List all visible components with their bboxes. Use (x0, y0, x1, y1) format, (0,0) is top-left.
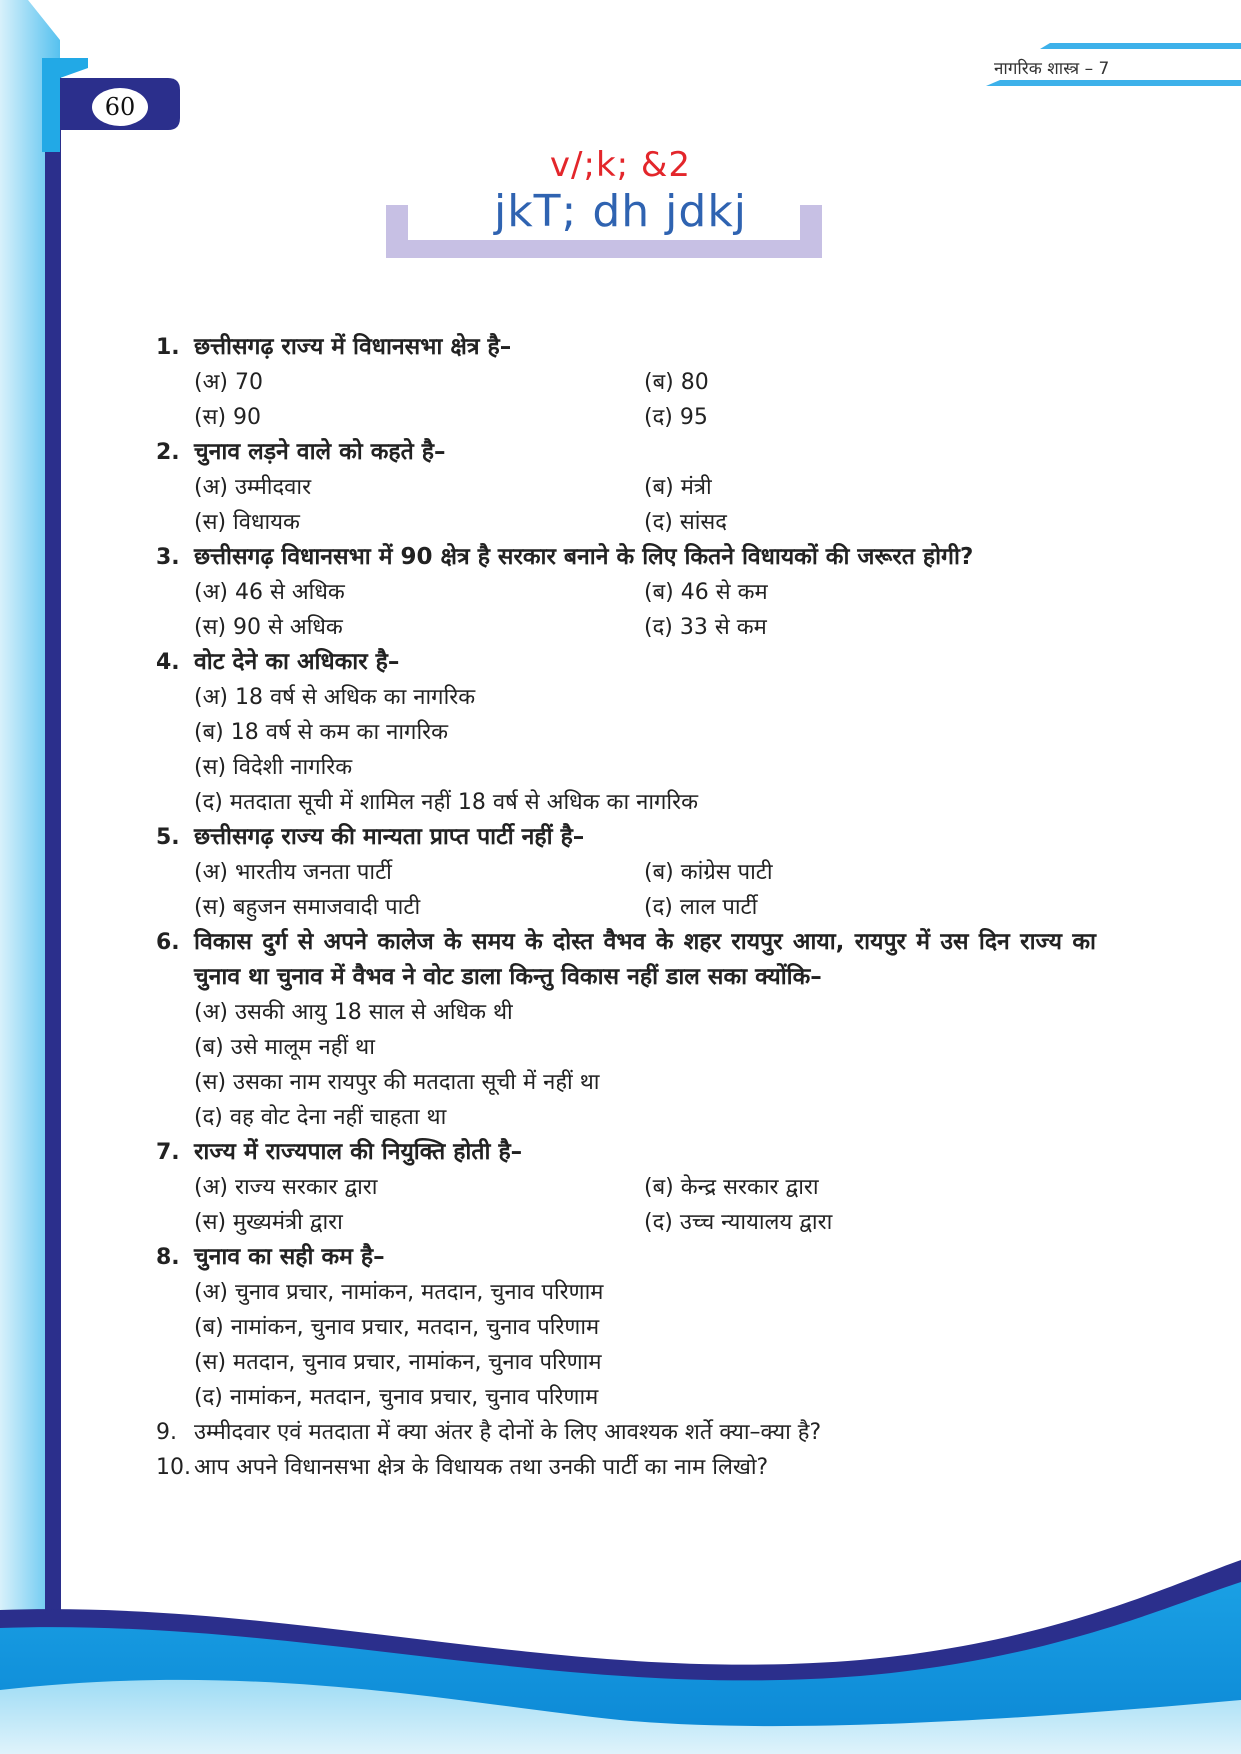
question-number: 5. (156, 825, 180, 850)
option: (अ) 46 से अधिक (194, 580, 345, 605)
option: (द) सांसद (644, 510, 727, 535)
question-10 (156, 1450, 1096, 1485)
header-rule-top (1040, 43, 1241, 49)
page-number: 60 (92, 88, 148, 126)
option: (ब) उसे मालूम नहीं था (194, 1035, 375, 1060)
option: (ब) 46 से कम (644, 580, 768, 605)
option: (द) नामांकन, मतदान, चुनाव प्रचार, चुनाव परिणाम (194, 1385, 599, 1410)
option: (स) मतदान, चुनाव प्रचार, नामांकन, चुनाव परिणाम (194, 1350, 602, 1375)
option: (अ) 70 (194, 370, 263, 395)
option: (ब) कांग्रेस पाटी (644, 860, 773, 885)
question-text: उम्मीदवार एवं मतदाता में क्या अंतर है दोनों के लिए आवश्यक शर्ते क्या–क्या है? (194, 1420, 822, 1445)
question-number: 7. (156, 1140, 180, 1165)
options (194, 1275, 1096, 1415)
option: (अ) राज्य सरकार द्वारा (194, 1175, 378, 1200)
option: (द) लाल पार्टी (644, 895, 758, 920)
question-number: 4. (156, 650, 180, 675)
option: (द) 95 (644, 405, 708, 430)
question-text: चुनाव लड़ने वाले को कहते है– (194, 439, 446, 465)
question-text: राज्य में राज्यपाल की नियुक्ति होती है– (194, 1139, 523, 1165)
question-text: विकास दुर्ग से अपने कालेज के समय के दोस्त वैभव के शहर रायपुर आया, रायपुर में उस दिन राज्य का चुनाव था चुनाव में वैभव ने वोट डाला किन्तु विकास नहीं डाल सका क्योंकि– (194, 929, 1096, 990)
question-5 (156, 820, 1096, 925)
header-rule-bottom (986, 80, 1241, 86)
option: (ब) नामांकन, चुनाव प्रचार, मतदान, चुनाव परिणाम (194, 1315, 600, 1340)
options (194, 470, 1096, 540)
chapter-number: v/;k; &2 (549, 145, 692, 185)
question-text: आप अपने विधानसभा क्षेत्र के विधायक तथा उनकी पार्टी का नाम लिखो? (194, 1455, 769, 1480)
option: (द) उच्च न्यायालय द्वारा (644, 1210, 833, 1235)
option: (अ) 18 वर्ष से अधिक का नागरिक (194, 685, 476, 710)
option: (ब) मंत्री (644, 475, 712, 500)
options (194, 1170, 1096, 1240)
left-navy-bar (45, 58, 61, 1698)
question-text: चुनाव का सही कम है– (194, 1244, 385, 1270)
option: (अ) चुनाव प्रचार, नामांकन, मतदान, चुनाव परिणाम (194, 1280, 604, 1305)
options (194, 995, 1096, 1135)
option: (द) मतदाता सूची में शामिल नहीं 18 वर्ष से अधिक का नागरिक (194, 790, 699, 815)
question-number: 3. (156, 545, 180, 570)
option: (ब) 18 वर्ष से कम का नागरिक (194, 720, 449, 745)
question-1 (156, 330, 1096, 435)
question-6 (156, 925, 1096, 1135)
question-text: छत्तीसगढ़ राज्य की मान्यता प्राप्त पार्टी नहीं है– (194, 824, 585, 850)
question-7 (156, 1135, 1096, 1240)
option: (अ) भारतीय जनता पार्टी (194, 860, 392, 885)
question-number: 9. (156, 1420, 177, 1445)
question-9 (156, 1415, 1096, 1450)
question-number: 6. (156, 930, 180, 955)
question-number: 8. (156, 1245, 180, 1270)
question-2 (156, 435, 1096, 540)
options (194, 575, 1096, 645)
options (194, 855, 1096, 925)
option: (स) 90 से अधिक (194, 615, 343, 640)
option: (स) विदेशी नागरिक (194, 755, 353, 780)
chapter-title: jkT; dh jdkj (493, 186, 748, 237)
option: (अ) उम्मीदवार (194, 475, 312, 500)
question-8 (156, 1240, 1096, 1415)
question-number: 1. (156, 335, 180, 360)
running-title: नागरिक शास्त्र – 7 (994, 59, 1110, 79)
option: (स) विधायक (194, 510, 300, 535)
question-text: छत्तीसगढ़ राज्य में विधानसभा क्षेत्र है– (194, 334, 512, 360)
question-number: 2. (156, 440, 180, 465)
question-list (156, 330, 1096, 1485)
option: (स) उसका नाम रायपुर की मतदाता सूची में नहीं था (194, 1070, 600, 1095)
option: (ब) केन्द्र सरकार द्वारा (644, 1175, 819, 1200)
options (194, 680, 1096, 820)
option: (अ) उसकी आयु 18 साल से अधिक थी (194, 1000, 513, 1025)
question-number: 10. (156, 1455, 191, 1480)
question-text: वोट देने का अधिकार है– (194, 649, 400, 675)
options (194, 365, 1096, 435)
option: (स) बहुजन समाजवादी पाटी (194, 895, 421, 920)
option: (स) 90 (194, 405, 262, 430)
question-4 (156, 645, 1096, 820)
option: (ब) 80 (644, 370, 709, 395)
option: (द) वह वोट देना नहीं चाहता था (194, 1105, 447, 1130)
question-3 (156, 540, 1096, 645)
option: (द) 33 से कम (644, 615, 767, 640)
question-text: छत्तीसगढ़ विधानसभा में 90 क्षेत्र है सरकार बनाने के लिए कितने विधायकों की जरूरत होगी? (194, 544, 974, 570)
option: (स) मुख्यमंत्री द्वारा (194, 1210, 343, 1235)
